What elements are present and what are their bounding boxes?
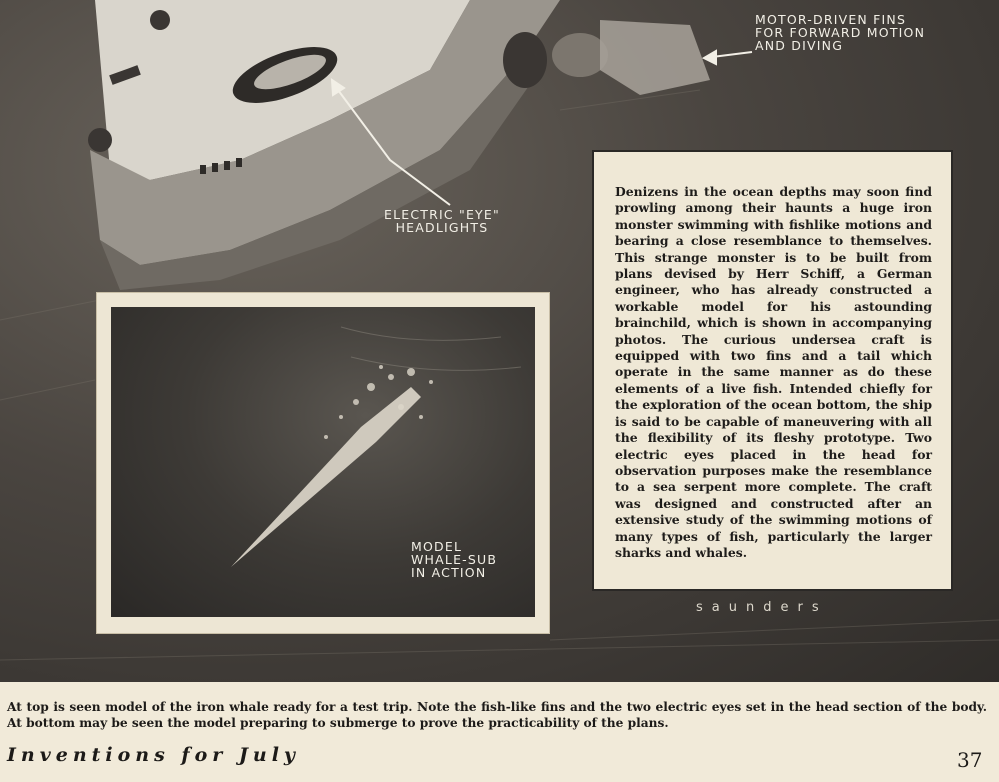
- photo-caption: At top is seen model of the iron whale ready for a test trip. Note the fish-like fins and the two electric eyes set in the head section of the body. At bottom may be seen the model preparing to submerge to prove the practicability of the plans.: [7, 700, 987, 730]
- article-body: Denizens in the ocean depths may soon find prowling among their haunts a huge iron monster swimming with fishlike motions and bearing a close resemblance to themselves. This strange monster is to be built from plans devised by Herr Schiff, a German engineer, who has already constructed a workable model for his astounding brainchild, which is shown in accompanying photos. The curious undersea craft is equipped with two fins and a tail which operate in the same manner as do these elements of a live fish. Intended chiefly for the exploration of the ocean bottom, the ship is said to be capable of maneuvering with all the flexibility of its fleshy prototype. Two electric eyes placed in the head for observation purposes make the resemblance to a sea serpent more complete. The craft was designed and constructed after an extensive study of the swimming motions of many types of fish, particularly the larger sharks and whales.: [615, 184, 932, 560]
- callout-electric-eye-headlights: ELECTRIC "EYE" HEADLIGHTS: [384, 207, 500, 235]
- callout-motor-driven-fins: MOTOR-DRIVEN FINS FOR FORWARD MOTION AND DIVING: [755, 12, 926, 53]
- magazine-footer-title: Inventions for July: [7, 744, 300, 766]
- model-photo: [111, 307, 535, 617]
- photo-frame: [97, 293, 549, 633]
- page-number: 37: [957, 748, 983, 772]
- artist-signature: saunders: [696, 600, 828, 615]
- callout-model-whale-sub: MODEL WHALE-SUB IN ACTION: [411, 539, 498, 580]
- article-text-box: [592, 150, 953, 591]
